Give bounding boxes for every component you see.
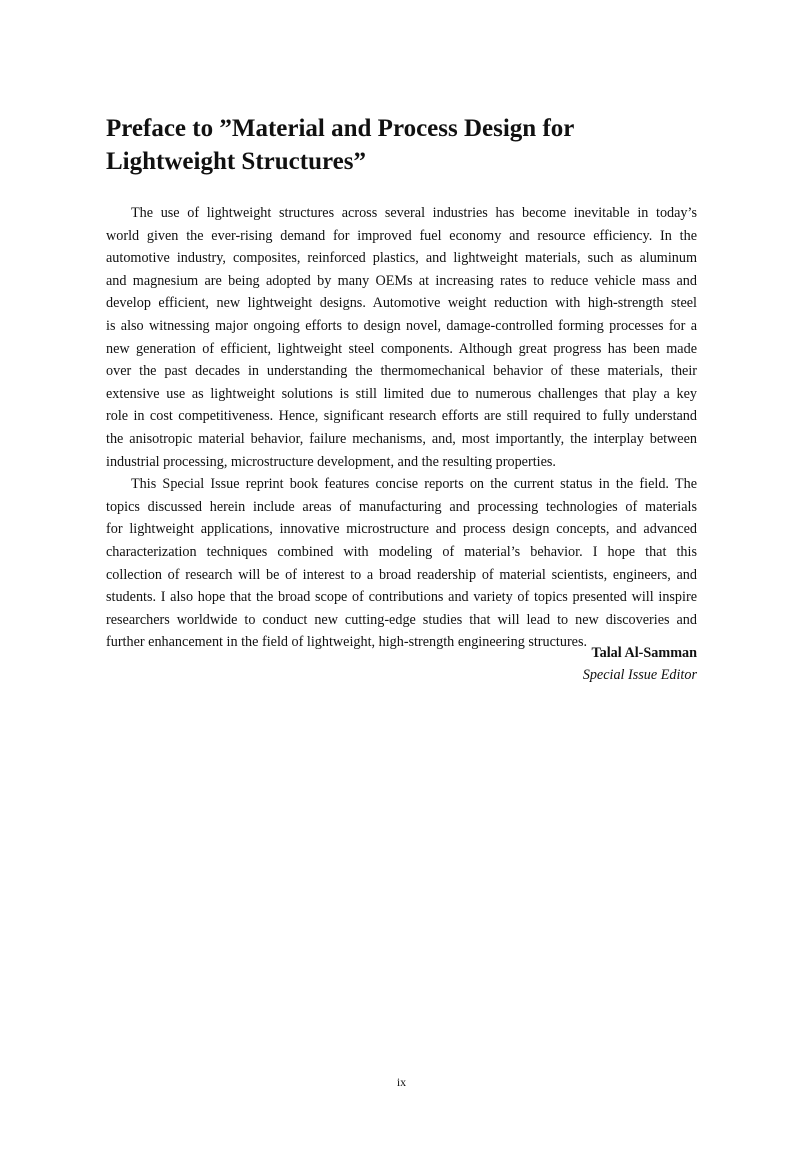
text-line: the anisotropic material behavior, failure mechanisms, and, most importantly, the interplay between [106,430,697,447]
text-line: characterization techniques combined with modeling of material’s behavior. I hope that this [106,543,697,560]
text-line: students. I also hope that the broad scope of contributions and variety of topics presented will inspire [106,589,697,606]
text-line: topics discussed herein include areas of manufacturing and processing technologies of materials [106,498,697,515]
text-line: new generation of efficient, lightweight steel components. Although great progress has been made [106,340,697,357]
text-line: world given the ever-rising demand for improved fuel economy and resource efficiency. In the [106,227,697,244]
text-line: for lightweight applications, innovative microstructure and process design concepts, and advanced [106,521,697,538]
text-line: and magnesium are being adopted by many OEMs at increasing rates to reduce vehicle mass and [106,272,697,289]
title-line: Lightweight Structures” [106,148,366,175]
preface-body [106,202,697,654]
text-line: researchers worldwide to conduct new cutting-edge studies that will lead to new discoveries and [106,611,697,628]
page-number: ix [396,1075,407,1089]
text-line: automotive industry, composites, reinforced plastics, and lightweight materials, such as aluminum [106,250,697,267]
text-line: The use of lightweight structures across several industries has become inevitable in today’s [131,205,697,221]
text-line: industrial processing, microstructure development, and the resulting properties. [106,453,556,470]
author-name: Talal Al-Samman [591,645,697,661]
paragraph [106,202,697,473]
author-role: Special Issue Editor [582,667,697,683]
text-line: further enhancement in the field of lightweight, high-strength engineering structures. [106,634,588,651]
page-title [106,112,706,178]
signature-block [583,642,697,686]
text-line: collection of research will be of interest to a broad readership of material scientists, engineers, and [106,566,697,583]
text-line: extensive use as lightweight solutions is still limited due to numerous challenges that play a key [106,385,697,402]
paragraph [106,473,697,654]
title-line: Preface to ”Material and Process Design for [106,115,575,142]
text-line: role in cost competitiveness. Hence, significant research efforts are still required to fully understand [106,408,697,425]
text-line: is also witnessing major ongoing efforts to design novel, damage-controlled forming processes for a [106,317,697,334]
text-line: This Special Issue reprint book features concise reports on the current status in the field. The [131,476,697,493]
text-line: develop efficient, new lightweight designs. Automotive weight reduction with high-strength steel [106,295,697,312]
text-line: over the past decades in understanding the thermomechanical behavior of these materials, their [106,363,697,380]
